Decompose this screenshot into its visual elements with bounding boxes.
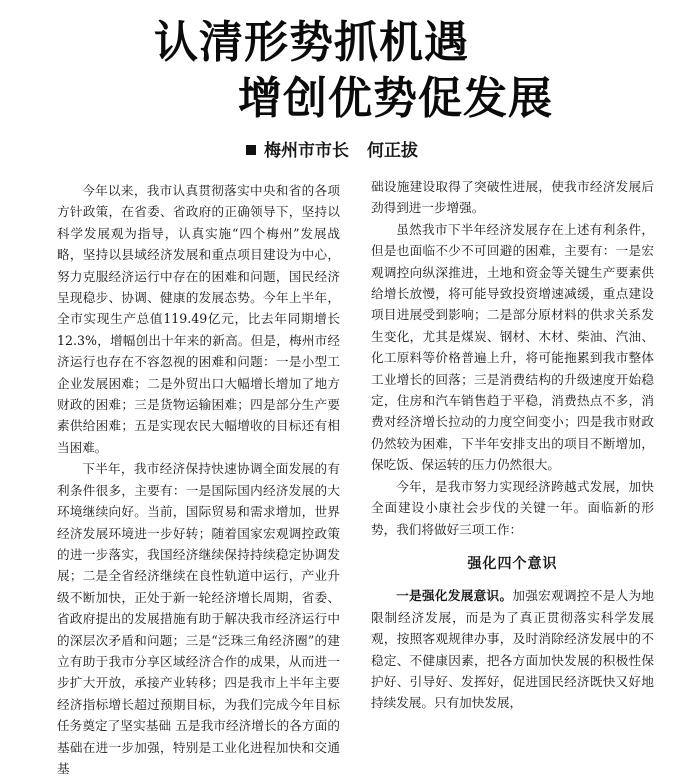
byline: [246, 140, 418, 162]
paragraph-continued: 础设施建设取得了突破性进展，使我市经济发展后劲得到进一步增强。: [371, 179, 654, 216]
paragraph-body: 加强宏观调控不是人为地限制经济发展，而是为了真正贯彻落实科学发展观，按照客观规律办事，及时消除经济发展中的不稳定、不健康因素，把各方面加快发展的积极性保护好、引导好、发挥好，促进国民经济既快又好地持续发展。只有加快发展，: [371, 588, 654, 711]
right-column: [371, 176, 654, 714]
headline-line-1: 认清形势抓机遇: [154, 17, 469, 68]
paragraph-lead: 一是强化发展意识。: [396, 588, 513, 604]
paragraph: [371, 585, 654, 713]
paragraph: 今年以来，我市认真贯彻落实中央和省的各项方针政策，在省委、省政府的正确领导下，坚持以科学发展观为指导，认真实施“四个梅州”发展战略，坚持以县域经济发展和重点项目建设为中心，努力克服经济运行中存在的困难和问题，国民经济呈现稳步、协调、健康的发展态势。今年上半年，全市实现生产总值119.49亿元，比去年同期增长12.3%，增幅创出十年来的新高。但是，梅州市经济运行也存在不容忽视的困难和问题：一是小型工企业发展困难；二是外贸出口大幅增长增加了地方财政的困难；三是货物运输困难；四是部分生产要素供给困难；五是实现农民大幅增收的目标还有相当困难。: [57, 183, 340, 455]
paragraph: 虽然我市下半年经济发展存在上述有利条件，但是也面临不少不可回避的困难，主要有：一是宏观调控向纵深推进，土地和资金等关键生产要素供给增长放慢，将可能导致投资增速减缓，重点建设项目进展受到影响；二是部分原材料的供求关系发生变化，尤其是煤炭、钢材、木材、柴油、汽油、化工原料等价格普遍上升，将可能拖累到我市整体工业增长的回落；三是消费结构的升级速度开始稳定，住房和汽车销售趋于平稳，消费热点不多，消费对经济增长拉动的力度空间变小；四是我市财政仍然较为困难，下半年安排支出的项目不断增加，保吃饭、保运转的压力仍然很大。: [371, 221, 654, 473]
author-name: 何正拔: [367, 141, 418, 161]
bullet-square-icon: [246, 145, 256, 155]
headline-line-2: 增创优势促发展: [238, 73, 553, 124]
section-heading: 强化四个意识: [467, 555, 558, 572]
paragraph: 下半年，我市经济保持快速协调全面发展的有利条件很多，主要有：一是国际国内经济发展的大环境继续向好。当前，国际贸易和需求增加，世界经济发展环境进一步好转；随着国家宏观调控政策的进一步落实，我国经济继续保持持续稳定协调发展；二是全省经济继续在良性轨道中运行，产业升级不断加快，正处于新一轮经济增长周期，省委、省政府提出的发展措施有助于解决我市经济运行中的深层次矛盾和问题；三是“泛珠三角经济圈”的建立有助于我市分享区域经济合作的成果，从而进一步扩大开放，承接产业转移；四是我市上半年主要经济指标增长超过预期目标，为我们完成今年目标任务奠定了坚实基础 五是我市经济增长的各方面的基础在进一步加强，特别是工业化进程加快和交通基: [57, 461, 340, 776]
paragraph: 今年，是我市努力实现经济跨越式发展，加快全面建设小康社会步伐的关键一年。面临新的形势，我们将做好三项工作：: [371, 478, 654, 537]
author-role: 梅州市市长: [264, 141, 349, 161]
left-column: [57, 180, 340, 779]
